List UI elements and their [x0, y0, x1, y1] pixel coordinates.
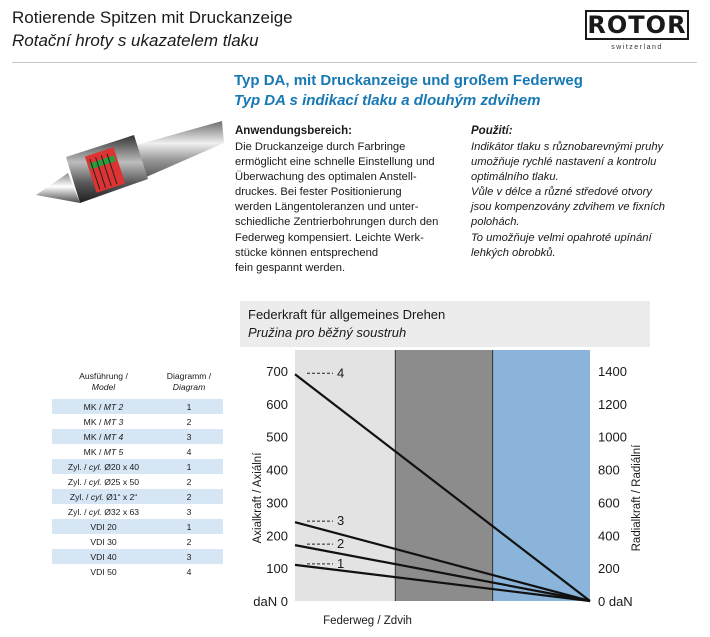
- diagram-cell: 4: [186, 566, 192, 577]
- model-cell: MK / MT 5: [83, 446, 124, 457]
- zone-band-1: [295, 350, 395, 601]
- diagram-cell: 2: [155, 489, 223, 504]
- model-cell: VDI 50: [90, 566, 117, 577]
- y-axis-label-right: Radialkraft / Radiální: [631, 444, 643, 552]
- chart-title: Federkraft für allgemeines Drehen: [248, 307, 446, 322]
- right-tick-label: 400: [598, 528, 620, 544]
- page-title-cz: Rotační hroty s ukazatelem tlaku: [12, 31, 259, 50]
- right-tick-label: 800: [598, 462, 620, 478]
- col-diagram-header: Diagramm / Diagram: [166, 371, 212, 392]
- logo-wordmark: ROTOR: [585, 10, 689, 40]
- series-label-4: 4: [337, 365, 345, 381]
- x-axis-label: Federweg / Zdvih: [323, 615, 412, 627]
- diagram-cell: 4: [186, 446, 192, 457]
- model-cell: MK / MT 3: [83, 416, 124, 427]
- diagram-cell: 1: [155, 459, 223, 474]
- left-tick-label: daN 0: [253, 594, 288, 609]
- diagram-cell: 2: [186, 476, 192, 487]
- model-cell: VDI 20: [52, 519, 155, 534]
- left-tick-label: 600: [266, 396, 288, 412]
- left-tick-label: 500: [266, 429, 288, 445]
- right-tick-label: 600: [598, 495, 620, 511]
- left-tick-label: 400: [266, 462, 288, 478]
- left-tick-label: 100: [266, 561, 288, 577]
- left-tick-label: 200: [266, 528, 288, 544]
- application-heading-cz: Použití:: [471, 125, 513, 137]
- application-text-cz: Indikátor tlaku s různobarevnými pruhy umožňuje rychlé nastavení a kontrolu optimálního tlaku. Vůle v délce a různé středové otvory jsou kompenzovány zdvihem ve fixních polohách. To umožňuje velmi opahroté upínání lehkých obrobků.: [471, 141, 666, 259]
- diagram-cell: 2: [186, 536, 192, 547]
- series-label-1: 1: [337, 555, 345, 571]
- logo-subtitle: switzerland: [611, 44, 663, 51]
- model-cell: Zyl. / cyl. Ø25 x 50: [67, 476, 140, 487]
- application-heading-de: Anwendungsbereich:: [235, 125, 352, 137]
- series-label-2: 2: [337, 536, 345, 552]
- product-heading: Typ DA, mit Druckanzeige und großem Federweg: [234, 72, 583, 89]
- diagram-cell: 3: [155, 429, 223, 444]
- right-tick-label: 0 daN: [598, 594, 633, 609]
- left-tick-label: 300: [266, 495, 288, 511]
- diagram-cell: 3: [155, 549, 223, 564]
- model-cell: Zyl. / cyl. Ø20 x 40: [52, 459, 155, 474]
- right-tick-label: 1200: [598, 396, 627, 412]
- chart-title-cz: Pružina pro běžný soustruh: [248, 325, 407, 340]
- model-cell: MK / MT 2: [52, 399, 155, 414]
- y-axis-label-left: Axialkraft / Axiální: [252, 452, 264, 544]
- left-tick-label: 700: [266, 364, 288, 379]
- product-heading-cz: Typ DA s indikací tlaku a dlouhým zdvihem: [234, 92, 541, 109]
- right-tick-label: 200: [598, 561, 620, 577]
- series-label-3: 3: [337, 513, 345, 529]
- model-cell: VDI 40: [52, 549, 155, 564]
- model-cell: MK / MT 4: [52, 429, 155, 444]
- application-text-de: Die Druckanzeige durch Farbringe ermöglicht eine schnelle Einstellung und Überwachung des optimalen Anstell- druckes. Bei fester Positionierung werden Längentoleranzen und unter- schiedliche Zentrierbohrungen durch den Federweg kompensiert. Leichte Werk- stücke können entsprechend fein gespannt werden.: [235, 141, 439, 274]
- diagram-cell: 3: [186, 506, 192, 517]
- right-tick-label: 1400: [598, 364, 627, 379]
- col-model-header: Ausführung / Model: [79, 371, 128, 392]
- diagram-cell: 1: [155, 399, 223, 414]
- model-cell: Zyl. / cyl. Ø1“ x 2“: [52, 489, 155, 504]
- diagram-cell: 2: [186, 416, 192, 427]
- right-tick-label: 1000: [598, 429, 627, 445]
- diagram-cell: 1: [155, 519, 223, 534]
- page-title: Rotierende Spitzen mit Druckanzeige: [12, 8, 293, 27]
- zone-band-2: [395, 350, 492, 601]
- model-cell: Zyl. / cyl. Ø32 x 63: [67, 506, 140, 517]
- model-cell: VDI 30: [90, 536, 117, 547]
